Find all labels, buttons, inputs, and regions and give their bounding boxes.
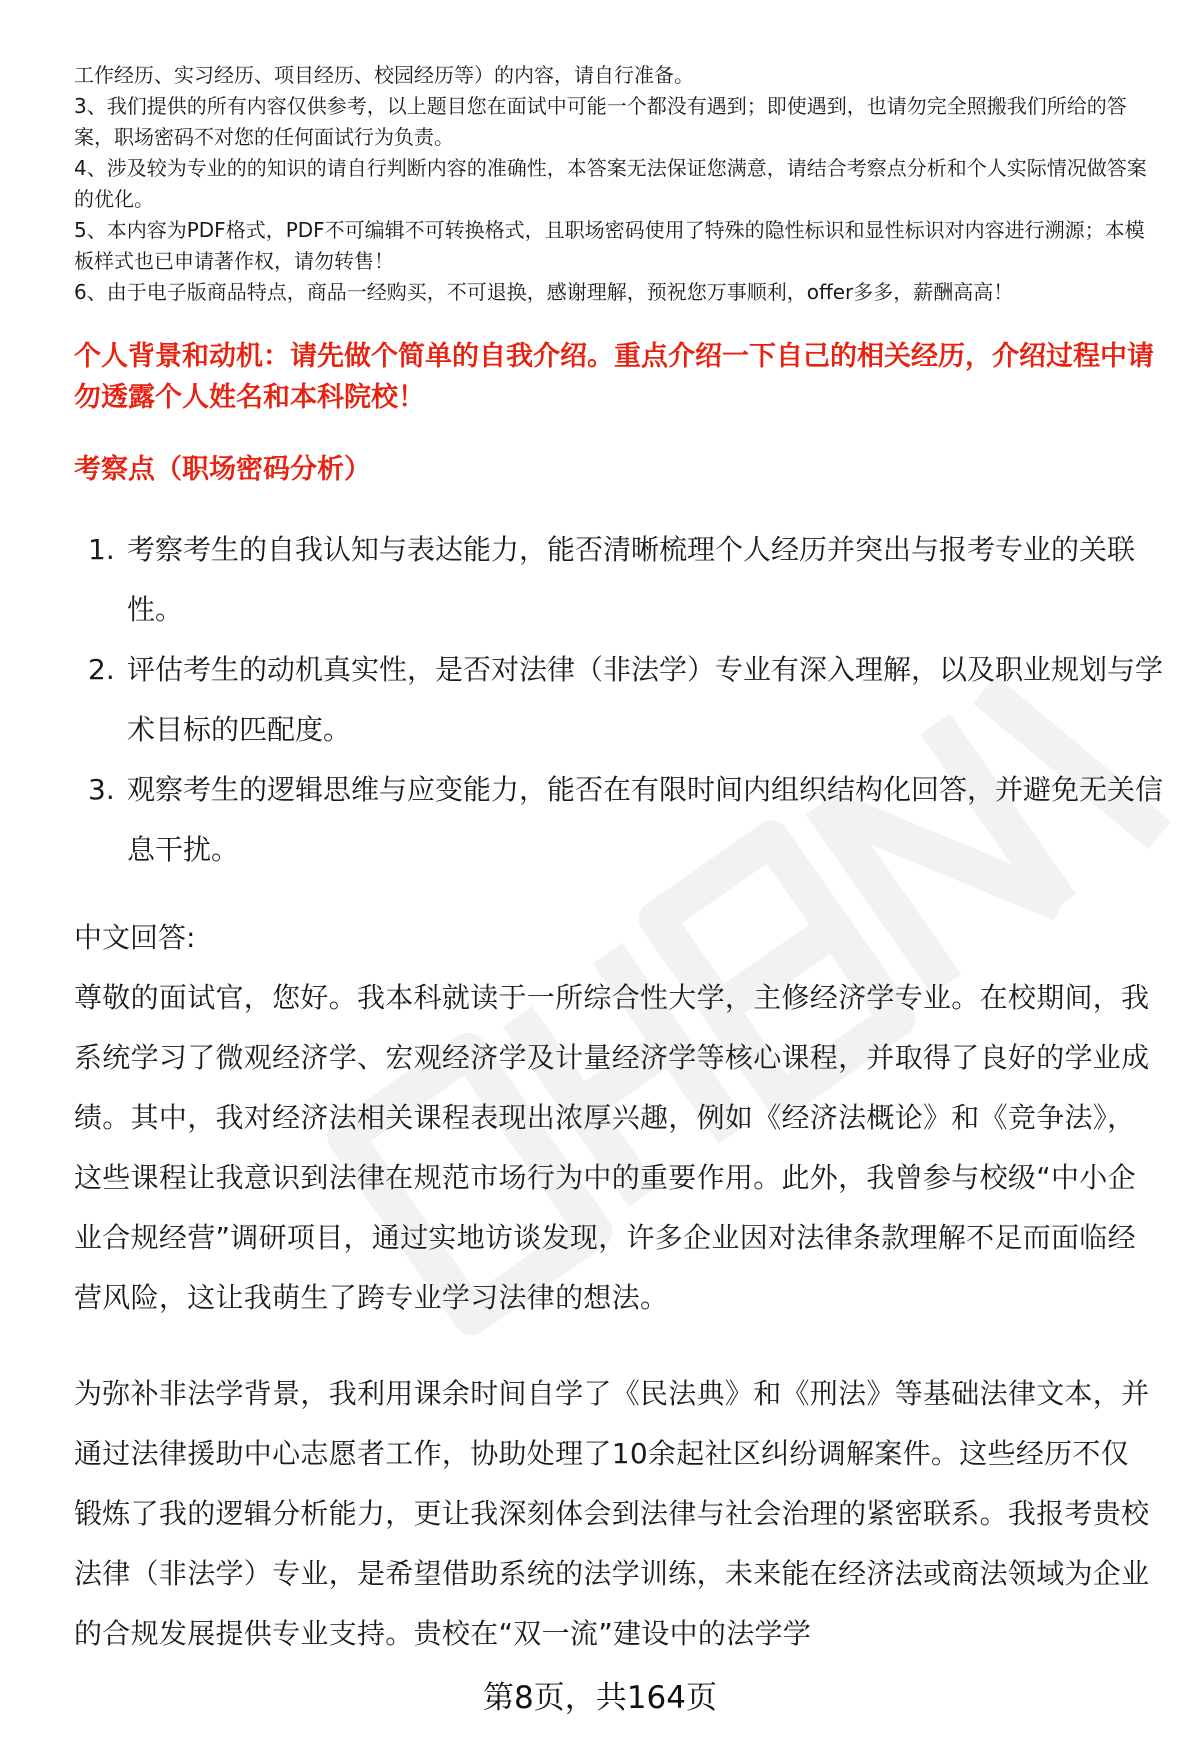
analysis-points-list bbox=[74, 520, 1164, 880]
analysis-heading: 考察点（职场密码分析） bbox=[74, 454, 371, 485]
point-number: 2. bbox=[88, 653, 115, 686]
page-number-footer: 第8页，共164页 bbox=[483, 1680, 717, 1716]
notice-line: 工作经历、实习经历、项目经历、校园经历等）的内容，请自行准备。 bbox=[74, 63, 694, 87]
notice-line: 3、我们提供的所有内容仅供参考，以上题目您在面试中可能一个都没有遇到；即使遇到，也请勿完全照搬我们所给的答案，职场密码不对您的任何面试行为负责。 bbox=[74, 94, 1127, 149]
point-text: 观察考生的逻辑思维与应变能力，能否在有限时间内组织结构化回答，并避免无关信息干扰。 bbox=[127, 773, 1164, 866]
analysis-point bbox=[74, 760, 1164, 880]
notice-block bbox=[74, 60, 1164, 308]
point-text: 评估考生的动机真实性，是否对法律（非法学）专业有深入理解，以及职业规划与学术目标的匹配度。 bbox=[127, 653, 1164, 746]
notice-line: 4、涉及较为专业的的知识的请自行判断内容的准确性，本答案无法保证您满意，请结合考察点分析和个人实际情况做答案的优化。 bbox=[74, 156, 1147, 211]
analysis-point bbox=[74, 640, 1164, 760]
question-heading: 个人背景和动机：请先做个简单的自我介绍。重点介绍一下自己的相关经历，介绍过程中请勿透露个人姓名和本科院校！ bbox=[74, 341, 1154, 413]
notice-line: 5、本内容为PDF格式，PDF不可编辑不可转换格式，且职场密码使用了特殊的隐性标识和显性标识对内容进行溯源；本模板样式也已申请著作权，请勿转售！ bbox=[74, 218, 1145, 273]
answer-paragraph: 为弥补非法学背景，我利用课余时间自学了《民法典》和《刑法》等基础法律文本，并通过法律援助中心志愿者工作，协助处理了10余起社区纠纷调解案件。这些经历不仅锻炼了我的逻辑分析能力，更让我深刻体会到法律与社会治理的紧密联系。我报考贵校法律（非法学）专业，是希望借助系统的法学训练，未来能在经济法或商法领域为企业的合规发展提供专业支持。贵校在“双一流”建设中的法学学 bbox=[74, 1377, 1150, 1650]
answer-label: 中文回答: bbox=[74, 921, 196, 954]
answer-paragraph: 尊敬的面试官，您好。我本科就读于一所综合性大学，主修经济学专业。在校期间，我系统学习了微观经济学、宏观经济学及计量经济学等核心课程，并取得了良好的学业成绩。其中，我对经济法相关课程表现出浓厚兴趣，例如《经济法概论》和《竞争法》，这些课程让我意识到法律在规范市场行为中的重要作用。此外，我曾参与校级“中小企业合规经营”调研项目，通过实地访谈发现，许多企业因对法律条款理解不足而面临经营风险，这让我萌生了跨专业学习法律的想法。 bbox=[74, 981, 1150, 1314]
point-text: 考察考生的自我认知与表达能力，能否清晰梳理个人经历并突出与报考专业的关联性。 bbox=[127, 533, 1136, 626]
point-number: 3. bbox=[88, 773, 115, 806]
point-number: 1. bbox=[88, 533, 115, 566]
analysis-point bbox=[74, 520, 1164, 640]
notice-line: 6、由于电子版商品特点，商品一经购买，不可退换，感谢理解，预祝您万事顺利，offer多多，薪酬高高！ bbox=[74, 280, 1014, 304]
